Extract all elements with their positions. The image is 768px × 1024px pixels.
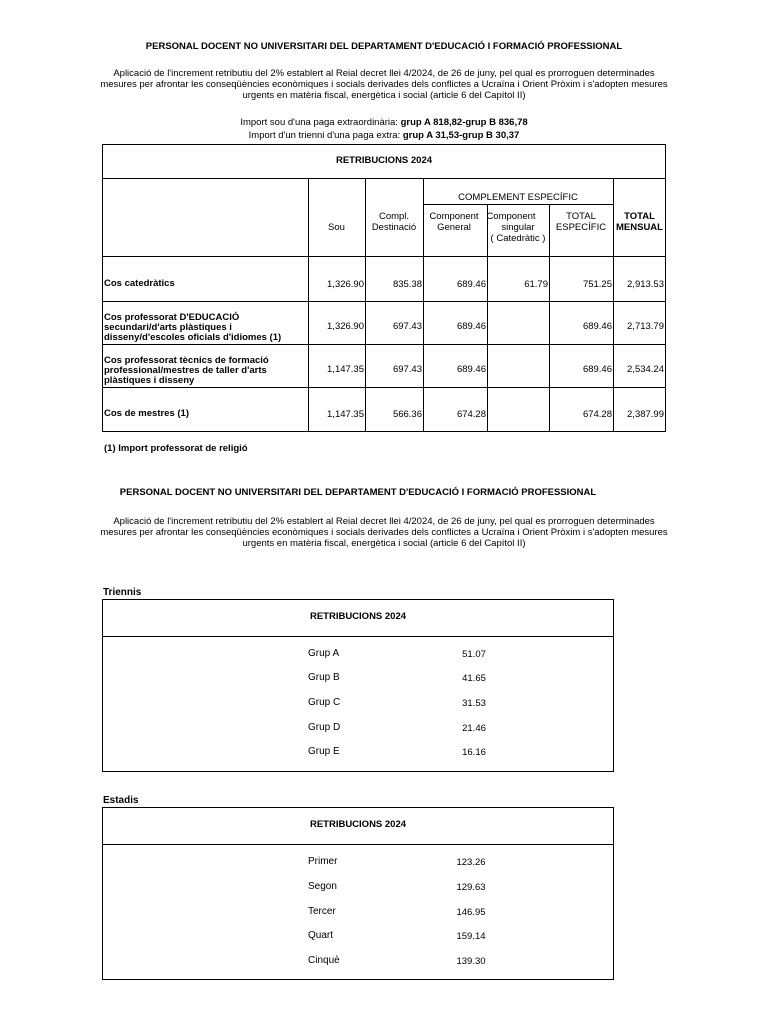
cell-total-mensual: 2,713.79 [627, 321, 664, 332]
triennis-value: 31.53 [462, 698, 486, 709]
row-label-line: Cos de mestres (1) [104, 408, 190, 419]
table-divider [102, 844, 614, 845]
estadis-value: 146.95 [456, 907, 486, 918]
intro-line: urgents en matèria fiscal, energètica i social (article 6 del Capítol II) [242, 538, 526, 549]
triennis-value: 21.46 [462, 723, 486, 734]
triennis-group-label: Grup A [308, 648, 340, 659]
table-divider [102, 636, 614, 637]
row-label-line: Cos catedràtics [104, 278, 175, 289]
table-row-label [104, 313, 304, 343]
page-title: PERSONAL DOCENT NO UNIVERSITARI DEL DEPARTAMENT D'EDUCACIÓ I FORMACIÓ PROFESSIONAL [145, 41, 623, 52]
col-header-total-especific [549, 211, 613, 233]
estadis-value: 129.63 [456, 882, 486, 893]
col-header-sou: Sou [328, 222, 345, 233]
intro-line: Aplicació de l'increment retributiu del 2% establert al Reial decret llei 4/2024, de 26 de juny, pel qual es prorroguen determinades [113, 516, 655, 527]
col-header-line: Component [429, 211, 479, 222]
triennis-value: 41.65 [462, 673, 486, 684]
col-header-line: ( Catedràtic ) [490, 233, 546, 244]
triennis-value: 51.07 [462, 649, 486, 660]
row-label-line: secundari/d'arts plàstiques i [104, 322, 232, 333]
table-divider [102, 256, 666, 257]
cell-total-especific: 689.46 [582, 364, 612, 375]
triennis-label: Triennis [103, 587, 142, 598]
col-header-line: General [437, 222, 471, 233]
col-header-line: Component [486, 211, 536, 222]
col-header-line: TOTAL [624, 211, 655, 222]
cell-general: 689.46 [456, 279, 486, 290]
complement-header: COMPLEMENT ESPECÍFIC [458, 192, 578, 203]
estadis-value: 159.14 [456, 931, 486, 942]
cell-destinacio: 835.38 [392, 279, 422, 290]
estadis-level-label: Tercer [308, 906, 336, 917]
table-divider [102, 344, 666, 345]
row-label-line: plàstiques i disseny [104, 375, 195, 386]
estadis-table [102, 807, 614, 980]
import-extra-pay-text: Import sou d'una paga extraordinària: [240, 117, 401, 128]
triennis-table [102, 599, 614, 772]
import-trienni-text: Import d'un trienni d'una paga extra: [248, 130, 403, 141]
cell-destinacio: 566.36 [392, 409, 422, 420]
triennis-group-label: Grup B [308, 672, 340, 683]
table-divider [102, 387, 666, 388]
cell-destinacio: 697.43 [392, 321, 422, 332]
cell-total-mensual: 2,387.99 [627, 409, 664, 420]
table-row-label [104, 356, 304, 386]
import-trienni [0, 130, 768, 141]
intro-paragraph [100, 516, 668, 549]
estadis-level-label: Segon [308, 881, 337, 892]
triennis-value: 16.16 [462, 747, 486, 758]
cell-general: 674.28 [456, 409, 486, 420]
cell-sou: 1,147.35 [327, 409, 364, 420]
cell-total-especific: 674.28 [582, 409, 612, 420]
estadis-level-label: Cinquè [308, 955, 340, 966]
table-divider [102, 178, 666, 179]
row-label-line: Cos professorat D'EDUCACIÓ [104, 312, 240, 323]
estadis-label: Estadis [103, 795, 139, 806]
cell-destinacio: 697.43 [392, 364, 422, 375]
import-trienni-values: grup A 31,53-grup B 30,37 [402, 130, 520, 141]
table-divider [308, 178, 309, 432]
table-title: RETRIBUCIONS 2024 [309, 611, 407, 622]
triennis-group-label: Grup E [308, 746, 340, 757]
cell-sou: 1,147.35 [327, 364, 364, 375]
triennis-group-label: Grup D [308, 722, 341, 733]
section-title: PERSONAL DOCENT NO UNIVERSITARI DEL DEPARTAMENT D'EDUCACIÓ I FORMACIÓ PROFESSIONAL [119, 487, 597, 498]
col-header-line: Compl. [378, 211, 410, 222]
col-header-line: Destinació [371, 222, 417, 233]
col-header-singular [476, 211, 546, 244]
cell-sou: 1,326.90 [327, 279, 364, 290]
col-header-line: singular [501, 222, 535, 233]
cell-total-especific: 751.25 [582, 279, 612, 290]
cell-general: 689.46 [456, 364, 486, 375]
intro-line: urgents en matèria fiscal, energètica i social (article 6 del Capítol II) [242, 90, 526, 101]
cell-general: 689.46 [456, 321, 486, 332]
table-divider [102, 301, 666, 302]
intro-line: Aplicació de l'increment retributiu del 2% establert al Reial decret llei 4/2024, de 26 de juny, pel qual es prorroguen determinades [113, 68, 655, 79]
intro-line: mesures per afrontar les conseqüències econòmiques i socials derivades dels conflictes a Ucraïna i Orient Pròxim i s'adopten mesures [100, 79, 668, 90]
estadis-level-label: Primer [308, 856, 338, 867]
cell-total-mensual: 2,534.24 [627, 364, 664, 375]
estadis-value: 139.30 [456, 956, 486, 967]
row-label-line: professional/mestres de taller d'arts [104, 365, 267, 376]
intro-paragraph [100, 68, 668, 101]
footnote: (1) Import professorat de religió [104, 443, 248, 454]
table-title: RETRIBUCIONS 2024 [335, 155, 433, 166]
import-extra-pay [0, 117, 768, 128]
table-divider [549, 204, 550, 432]
col-header-total-mensual [613, 211, 666, 233]
col-header-line: TOTAL [566, 211, 596, 222]
estadis-level-label: Quart [308, 930, 334, 941]
triennis-group-label: Grup C [308, 697, 341, 708]
cell-total-mensual: 2,913.53 [627, 279, 664, 290]
col-header-line: ESPECÍFIC [555, 222, 607, 233]
cell-singular: 61.79 [524, 279, 548, 290]
intro-line: mesures per afrontar les conseqüències econòmiques i socials derivades dels conflictes a Ucraïna i Orient Pròxim i s'adopten mesures [100, 527, 668, 538]
cell-sou: 1,326.90 [327, 321, 364, 332]
col-header-destinacio [365, 211, 423, 233]
table-row-label [104, 279, 304, 289]
table-divider [423, 204, 613, 205]
table-row-label [104, 409, 304, 419]
row-label-line: disseny/d'escoles oficials d'idiomes (1) [104, 332, 282, 343]
import-extra-pay-values: grup A 818,82-grup B 836,78 [400, 117, 528, 128]
table-title: RETRIBUCIONS 2024 [309, 819, 407, 830]
col-header-line: MENSUAL [616, 222, 663, 233]
row-label-line: Cos professorat tècnics de formació [104, 355, 269, 366]
cell-total-especific: 689.46 [582, 321, 612, 332]
estadis-value: 123.26 [456, 857, 486, 868]
